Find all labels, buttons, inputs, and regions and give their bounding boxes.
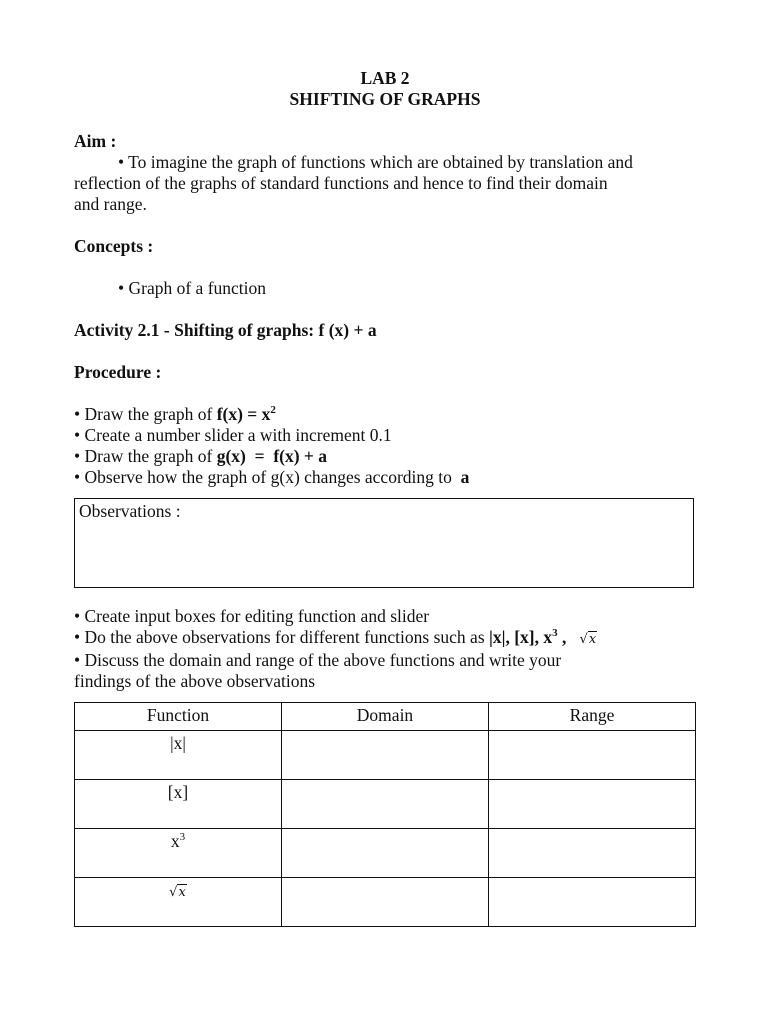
procedure-step-4 — [74, 467, 696, 488]
procedure-step-2: • Create a number slider a with increment 0.1 — [74, 425, 392, 445]
aim-text-cont2: and range. — [74, 194, 147, 214]
range-cell[interactable] — [489, 731, 696, 780]
task-1: • Create input boxes for editing function and slider — [74, 606, 430, 626]
procedure-step-3 — [74, 446, 696, 467]
lab-number: LAB 2 — [360, 68, 410, 88]
activity-heading: Activity 2.1 - Shifting of graphs: f (x) + a — [74, 320, 377, 340]
domain-cell[interactable] — [282, 878, 489, 927]
sqrt-symbol: √x — [169, 885, 186, 900]
task-3: • Discuss the domain and range of the above functions and write your — [74, 650, 562, 670]
aim-text: • To imagine the graph of functions which are obtained by translation and — [118, 152, 633, 172]
observations-label: Observations : — [79, 501, 181, 521]
header-domain: Domain — [282, 703, 489, 731]
step-1-text: • Draw the graph of — [74, 404, 217, 424]
table-row — [75, 780, 696, 829]
observations-box[interactable] — [74, 498, 694, 588]
domain-cell[interactable] — [282, 780, 489, 829]
function-cell: [x] — [75, 780, 282, 829]
table-header-row — [75, 703, 696, 731]
step-4-variable: a — [460, 467, 470, 487]
aim-heading: Aim : — [74, 131, 117, 151]
task-2-text: • Do the above observations for different functions such as — [74, 627, 490, 647]
document-page — [74, 68, 696, 927]
procedure-heading: Procedure : — [74, 362, 162, 382]
concepts-heading: Concepts : — [74, 236, 154, 256]
header-range: Range — [489, 703, 696, 731]
step-4-text: • Observe how the graph of g(x) changes according to — [74, 467, 461, 487]
task-2-exponent: 3 — [552, 627, 558, 639]
table-row — [75, 829, 696, 878]
function-base: x — [170, 831, 180, 851]
range-cell[interactable] — [489, 780, 696, 829]
range-cell[interactable] — [489, 829, 696, 878]
step-3-text: • Draw the graph of — [74, 446, 217, 466]
task-3-cont: findings of the above observations — [74, 671, 316, 691]
header-function: Function — [75, 703, 282, 731]
task-2 — [74, 627, 696, 650]
step-1-exponent: 2 — [270, 404, 276, 416]
procedure-step-1 — [74, 404, 696, 425]
function-cell — [75, 829, 282, 878]
aim-text-cont: reflection of the graphs of standard functions and hence to find their domain — [74, 173, 608, 193]
concept-item: • Graph of a function — [118, 278, 267, 298]
sqrt-variable: x — [178, 885, 186, 900]
function-exponent: 3 — [179, 831, 186, 843]
task-2-comma: , — [557, 627, 567, 647]
step-1-formula: f(x) = x — [216, 404, 271, 424]
table-row — [75, 878, 696, 927]
sqrt-variable: x — [588, 632, 597, 647]
domain-cell[interactable] — [282, 731, 489, 780]
task-2-functions: |x|, [x], x — [489, 627, 553, 647]
step-3-formula: g(x) = f(x) + a — [216, 446, 328, 466]
page-title: SHIFTING OF GRAPHS — [289, 89, 481, 109]
function-table — [74, 702, 696, 927]
sqrt-symbol: √x — [579, 632, 597, 647]
function-cell: |x| — [75, 731, 282, 780]
domain-cell[interactable] — [282, 829, 489, 878]
range-cell[interactable] — [489, 878, 696, 927]
function-cell — [75, 878, 282, 927]
table-row — [75, 731, 696, 780]
